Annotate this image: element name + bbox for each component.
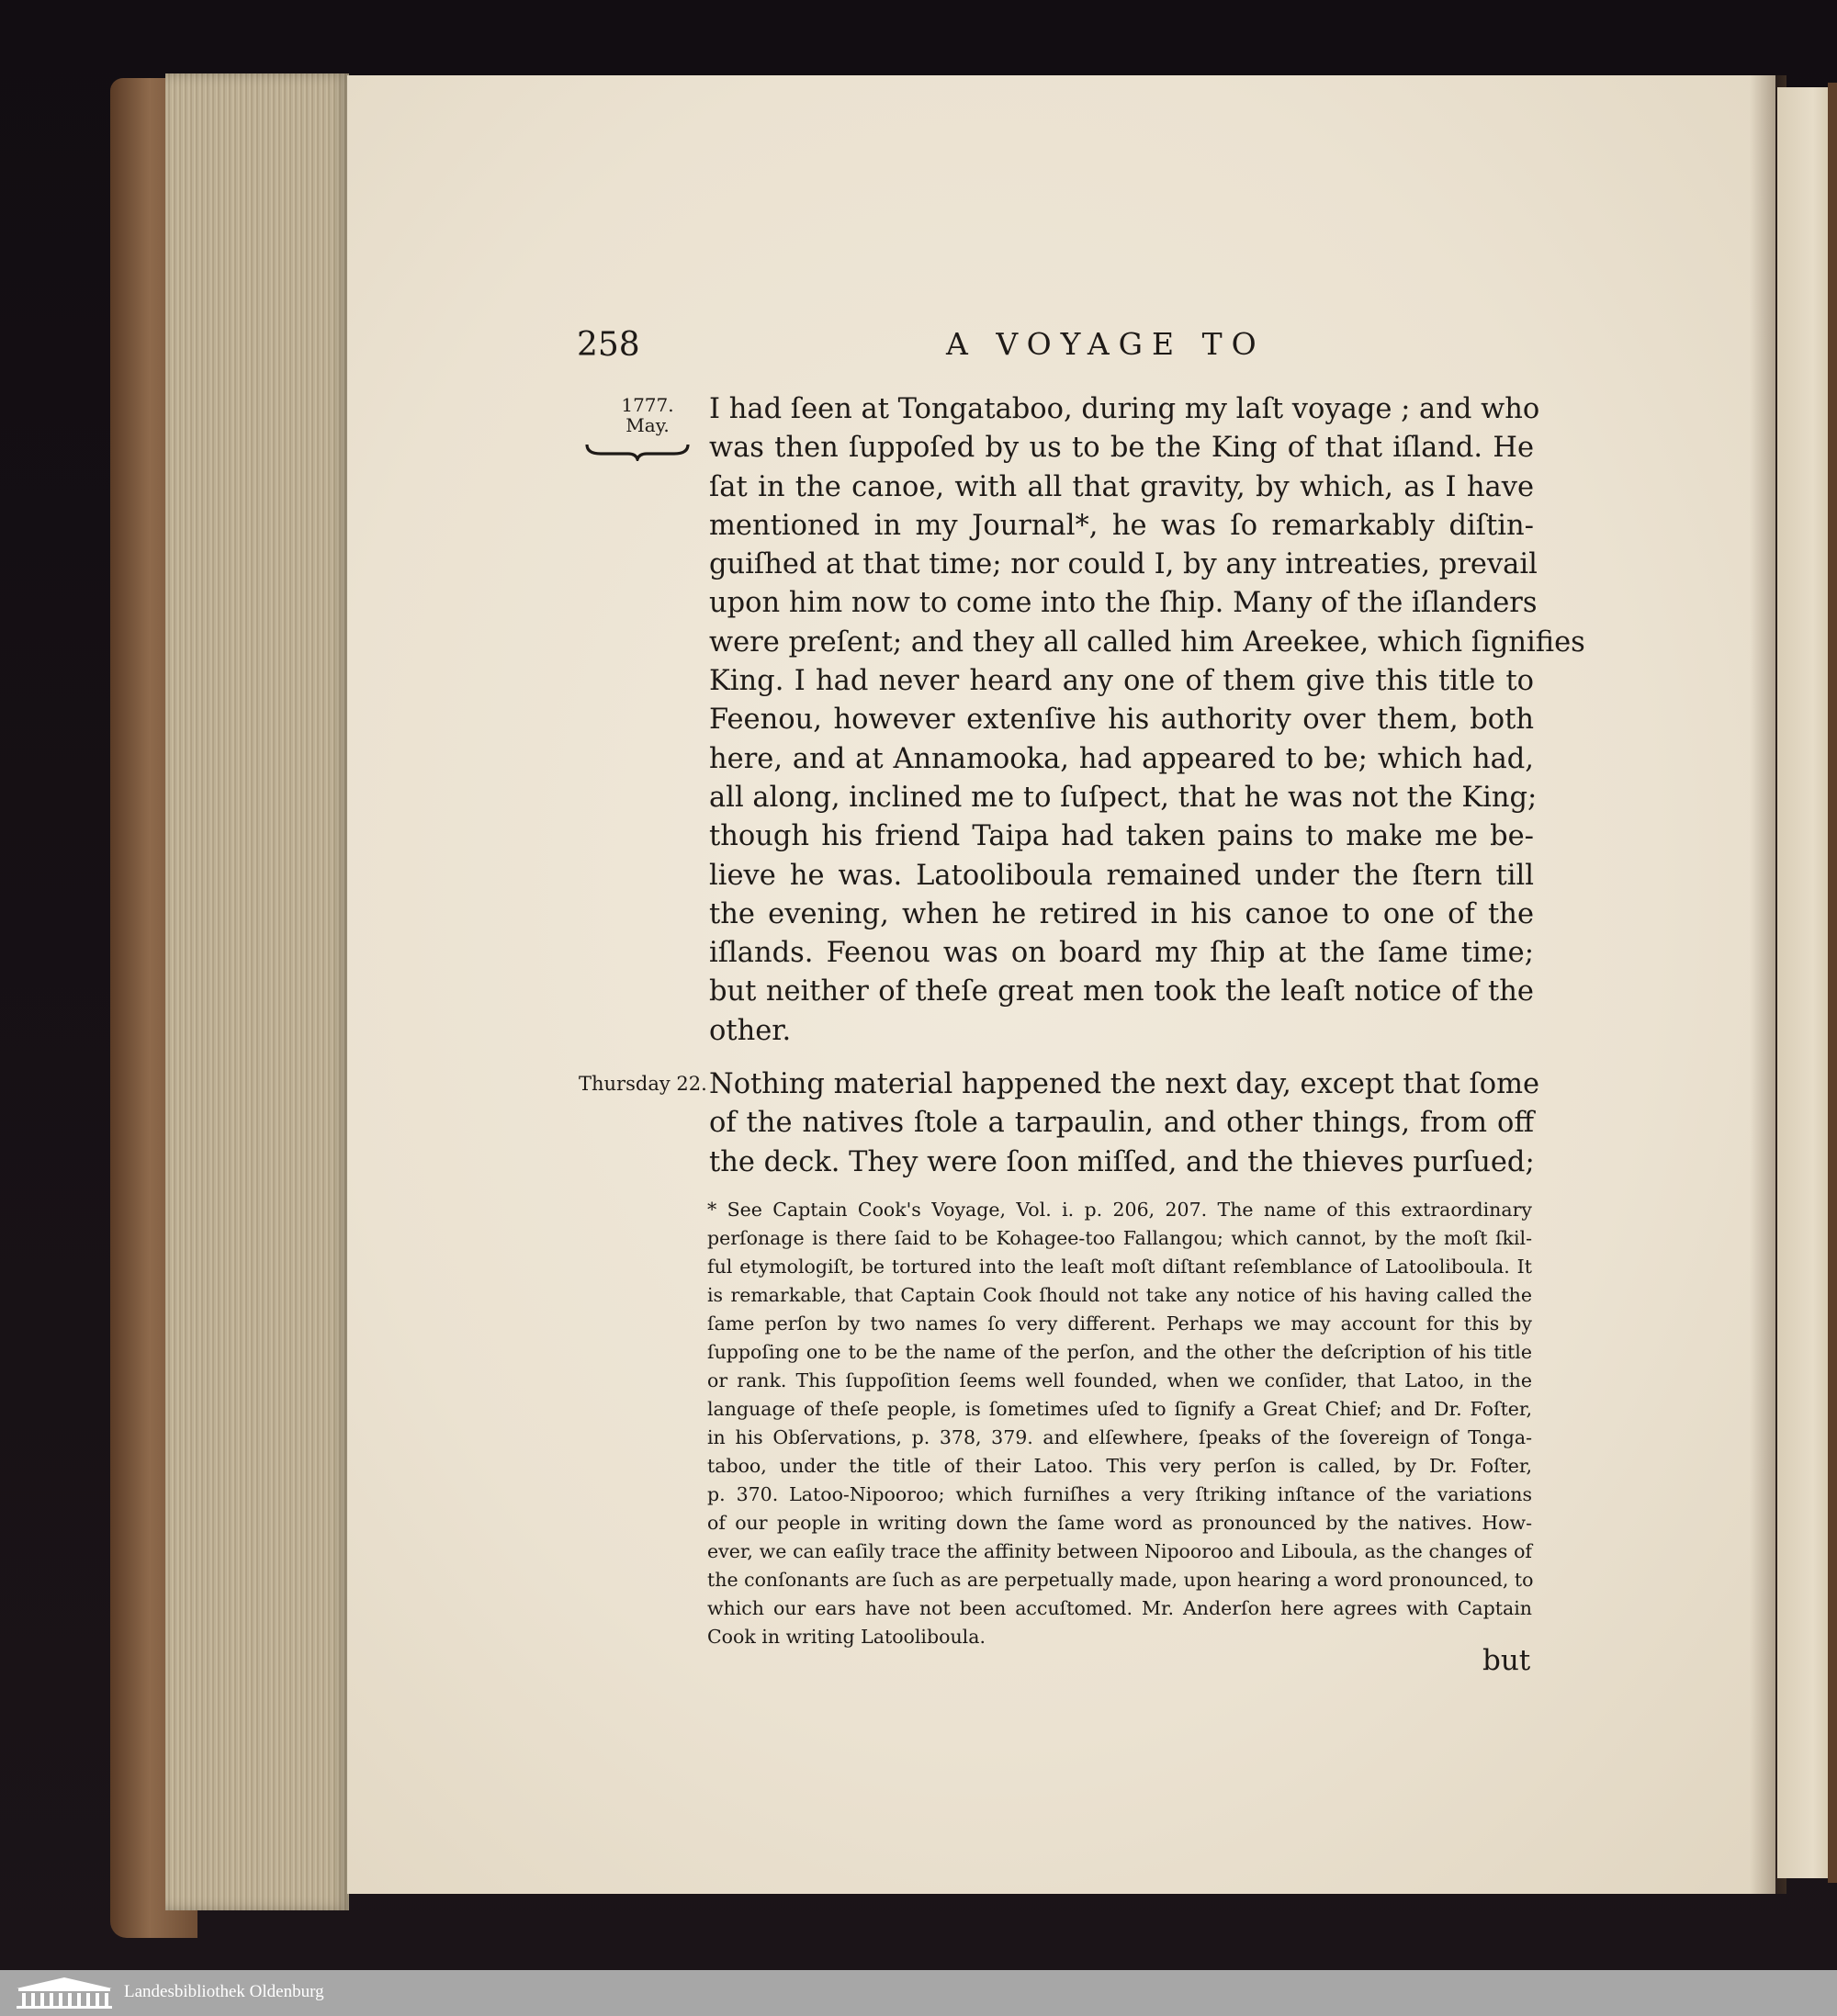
footnote-line: which our ears have not been accuſtomed. Mr. Anderſon here agrees with Captain [707, 1597, 1532, 1619]
margin-date [611, 395, 684, 435]
footnote-line: ful etymologiſt, be tortured into the leaſt moſt diſtant reſemblance of Latooliboula. It [707, 1256, 1532, 1278]
library-building-icon [13, 1976, 116, 2010]
text-line: guiſhed at that time; nor could I, by any intreaties, prevail [709, 548, 1538, 581]
curly-brace-icon [584, 441, 691, 461]
text-line: I had ſeen at Tongataboo, during my laſt voyage ; and who [709, 393, 1540, 425]
text-line: lieve he was. Latooliboula remained under the ſtern till [709, 859, 1534, 892]
footnote-line: Cook in writing Latooliboula. [707, 1626, 986, 1648]
footnote [707, 1196, 1532, 1651]
text-line: ſat in the canoe, with all that gravity, by which, as I have [709, 470, 1534, 503]
paragraph-1 [709, 390, 1585, 1051]
margin-day: Thursday 22. [579, 1073, 707, 1095]
library-name: Landesbibliothek Oldenburg [124, 1982, 324, 2001]
text-line: Nothing material happened the next day, except that ſome [709, 1068, 1540, 1100]
text-line: were preſent; and they all called him Areekee, which ſignifies [709, 625, 1585, 659]
paragraph-2 [709, 1065, 1540, 1182]
text-line: mentioned in my Journal*, he was ſo remarkably diſtin- [709, 509, 1534, 542]
footnote-line: in his Obſervations, p. 378, 379. and elſewhere, ſpeaks of the ſovereign of Tonga- [707, 1426, 1532, 1448]
footer-bar [0, 1970, 1837, 2016]
footnote-line: or rank. This ſuppoſition ſeems well founded, when we conſider, that Latoo, in the [707, 1369, 1532, 1391]
text-line: all along, inclined me to ſuſpect, that he was not the King; [709, 781, 1538, 814]
footnote-line: perſonage is there ſaid to be Kohagee-too Fallangou; which cannot, by the moſt ſkil- [707, 1227, 1532, 1249]
footnote-line: taboo, under the title of their Latoo. This very perſon is called, by Dr. Foſter, [707, 1455, 1532, 1477]
text-line: upon him now to come into the ſhip. Many of the iſlanders [709, 587, 1538, 620]
running-head: A VOYAGE TO [946, 326, 1266, 362]
text-line: other. [709, 1014, 792, 1047]
footnote-line: p. 370. Latoo-Nipooroo; which furniſhes a very ſtriking inſtance of the variations [707, 1483, 1532, 1505]
book-cover-right [1828, 83, 1837, 1883]
footnote-line: the conſonants are ſuch as are perpetually made, upon hearing a word pronounced, to [707, 1569, 1534, 1591]
text-line: of the natives ſtole a tarpaulin, and other things, from off [709, 1107, 1534, 1140]
text-line: King. I had never heard any one of them give this title to [709, 665, 1534, 698]
catchword: but [1482, 1644, 1531, 1677]
footnote-line: ſuppoſing one to be the name of the perſon, and the other the deſcription of his title [707, 1341, 1532, 1363]
text-line: though his friend Taipa had taken pains to make me be- [709, 820, 1534, 853]
text-line: but neither of theſe great men took the leaſt notice of the [709, 975, 1534, 1008]
text-line: Feenou, however extenſive his authority over them, both [709, 704, 1534, 737]
text-line: the deck. They were ſoon miſſed, and the thieves purſued; [709, 1145, 1535, 1178]
footnote-line: of our people in writing down the ſame word as pronounced by the natives. How- [707, 1512, 1532, 1534]
page-number: 258 [577, 326, 640, 364]
footnote-line: language of theſe people, is ſometimes uſed to ſignify a Great Chief; and Dr. Foſter, [707, 1398, 1532, 1420]
footnote-line: ſame perſon by two names ſo very different. Perhaps we may account for this by [707, 1312, 1532, 1335]
page-edges [165, 73, 349, 1910]
footnote-line: * See Captain Cook's Voyage, Vol. i. p. 206, 207. The name of this extraordinary [707, 1199, 1532, 1221]
footnote-line: ever, we can eaſily trace the affinity between Nipooroo and Liboula, as the changes of [707, 1540, 1532, 1562]
text-line: the evening, when he retired in his canoe to one of the [709, 897, 1534, 930]
margin-year: 1777. [621, 394, 674, 416]
footnote-line: is remarkable, that Captain Cook ſhould not take any notice of his having called the [707, 1284, 1532, 1306]
text-line: was then ſuppoſed by us to be the King of that iſland. He [709, 432, 1534, 465]
margin-month: May. [625, 414, 670, 436]
text-line: iſlands. Feenou was on board my ſhip at the ſame time; [709, 937, 1534, 970]
text-line: here, and at Annamooka, had appeared to be; which had, [709, 742, 1534, 775]
